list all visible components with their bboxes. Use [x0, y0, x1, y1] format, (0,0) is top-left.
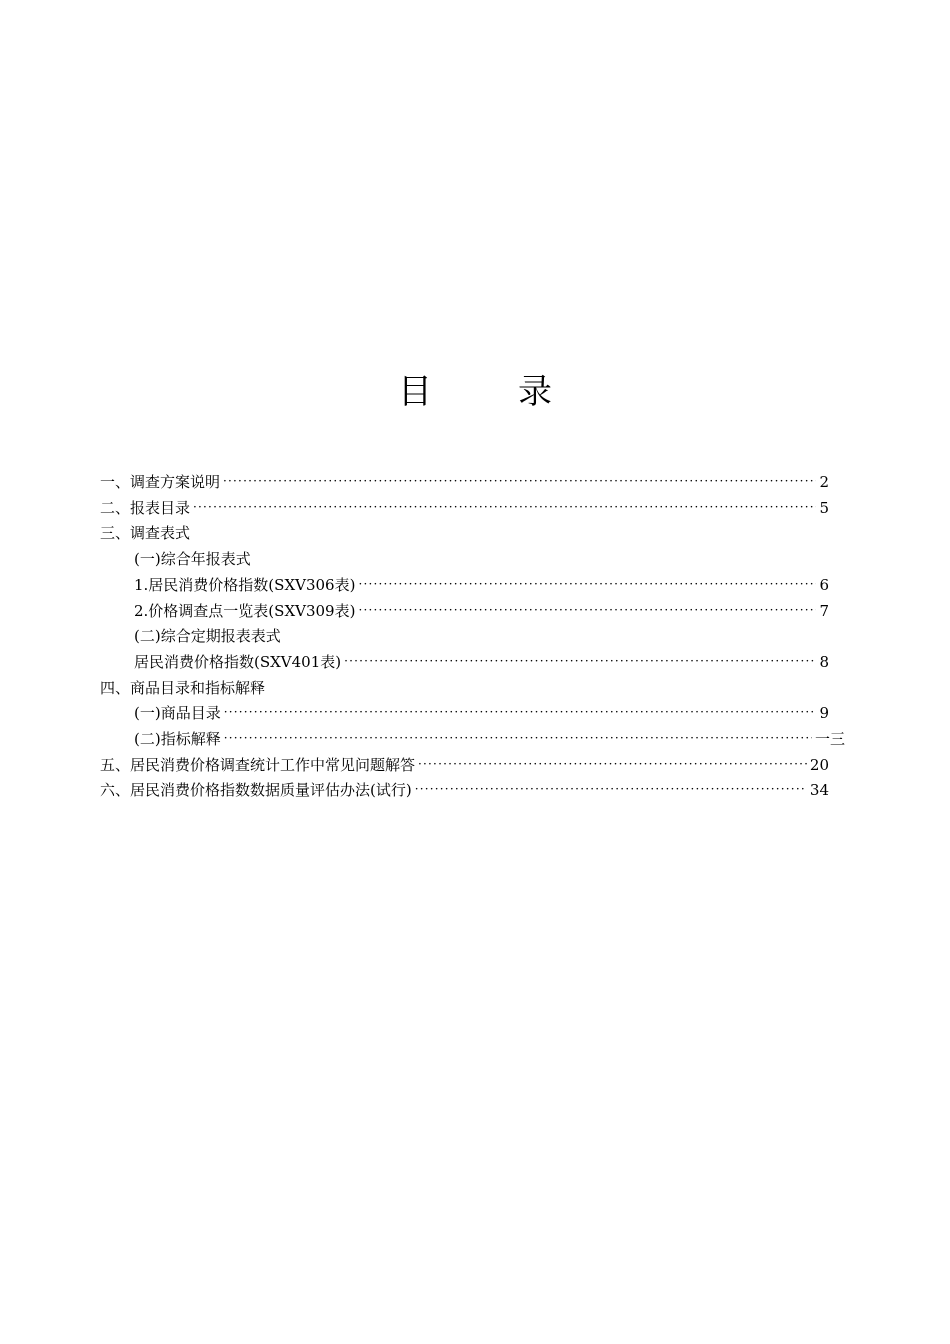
- toc-page-number: 7: [819, 601, 829, 620]
- toc-entry[interactable]: [134, 597, 829, 621]
- toc-leader-dots: [344, 652, 816, 672]
- toc-entry[interactable]: [134, 725, 845, 749]
- toc-entry[interactable]: [100, 519, 800, 543]
- title-char-2: 录: [518, 372, 552, 412]
- toc-entry-title: 五、居民消费价格调查统计工作中常见问题解答: [100, 755, 416, 774]
- toc-leader-dots: [223, 472, 816, 492]
- toc-entry[interactable]: [100, 468, 829, 492]
- toc-entry[interactable]: [100, 674, 800, 698]
- toc-entry-title: 二、报表目录: [100, 498, 191, 517]
- toc-page-number: 6: [819, 575, 829, 594]
- page-title: [0, 368, 950, 416]
- toc-page-number: 2: [819, 473, 829, 491]
- toc-entry-title: (一)综合年报表式: [134, 550, 251, 569]
- toc-entry[interactable]: [100, 776, 829, 800]
- toc-entry-title: 三、调查表式: [100, 524, 191, 543]
- toc-leader-dots: [224, 729, 812, 749]
- toc-entry[interactable]: [134, 571, 829, 595]
- toc-leader-dots: [358, 575, 816, 595]
- toc-entry-title: (一)商品目录: [134, 704, 221, 723]
- toc-leader-dots: [224, 703, 817, 723]
- toc-entry-title: 四、商品目录和指标解释: [100, 678, 266, 697]
- toc-page-number: 9: [819, 704, 829, 723]
- toc-entry-title: 2.价格调查点一览表(SXV309表): [134, 601, 356, 620]
- toc-entry-title: (二)指标解释: [134, 730, 221, 748]
- toc-entry[interactable]: [134, 648, 829, 672]
- toc-entry[interactable]: [134, 545, 834, 569]
- toc-entry-title: 居民消费价格指数(SXV401表): [134, 652, 342, 671]
- toc-leader-dots: [415, 780, 807, 800]
- toc-entry-title: (二)综合定期报表表式: [134, 627, 281, 646]
- toc-page-number: 20: [809, 755, 829, 774]
- toc-leader-dots: [418, 755, 807, 775]
- toc-leader-dots: [193, 498, 816, 518]
- toc-entry[interactable]: [134, 699, 829, 723]
- toc-page-number: 一三: [814, 730, 845, 748]
- toc-entry-title: 六、居民消费价格指数数据质量评估办法(试行): [100, 781, 412, 800]
- toc-entry-title: 一、调查方案说明: [100, 473, 221, 491]
- toc-entry[interactable]: [134, 622, 834, 646]
- toc-page-number: 34: [809, 781, 829, 800]
- toc-entry-title: 1.居民消费价格指数(SXV306表): [134, 575, 356, 594]
- title-char-1: 目: [398, 372, 432, 412]
- toc-leader-dots: [358, 601, 816, 621]
- toc-entry[interactable]: [100, 751, 829, 775]
- toc-page-number: 5: [819, 498, 829, 517]
- toc-entry[interactable]: [100, 494, 829, 518]
- toc-page-number: 8: [819, 652, 829, 671]
